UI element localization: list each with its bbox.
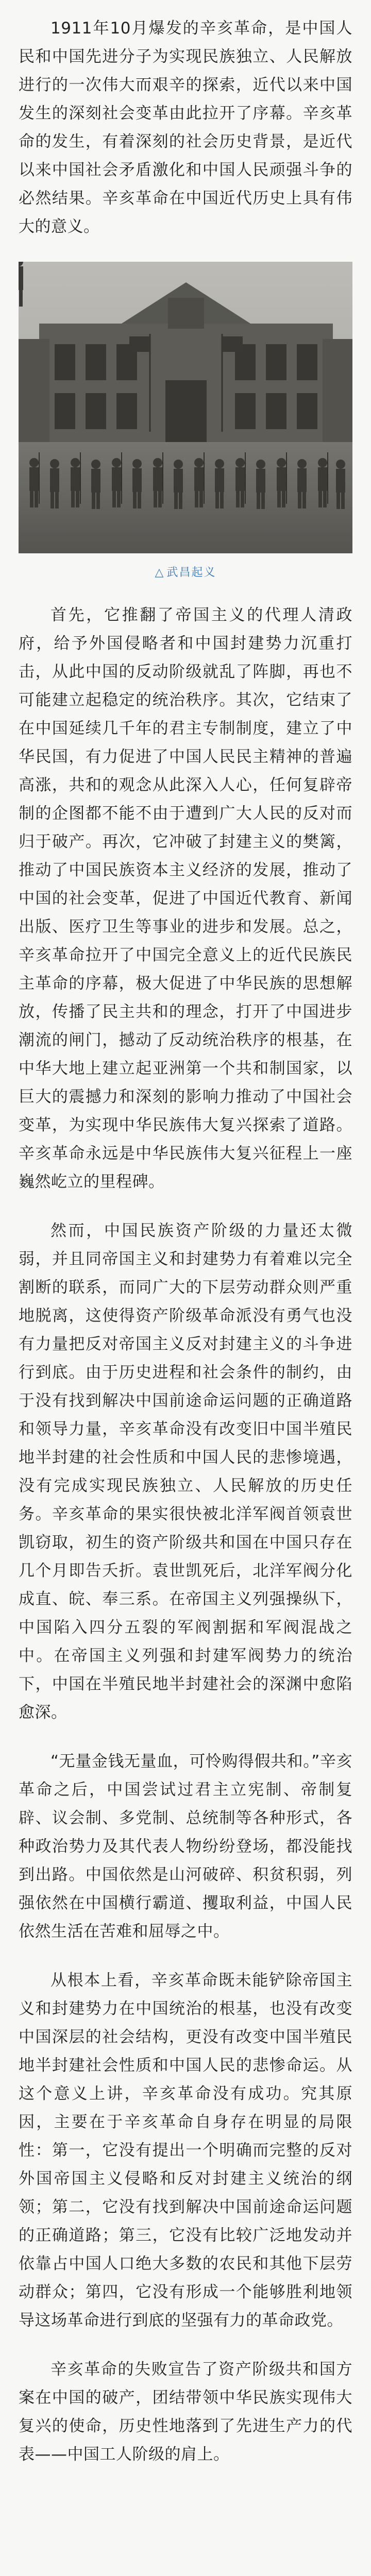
paragraph-significance: 首先，它推翻了帝国主义的代理人清政府，给予外国侵略者和中国封建势力沉重打击，从此中国的反动阶级就乱了阵脚，再也不可能建立起稳定的统治秩序。其次，它结束了在中国延续几千年的君主专制制度，建立了中华民国，有力促进了中国人民民主精神的普遍高涨，共和的观念从此深入人心，任何复辟帝制的企图都不能不由于遭到广大人民的反对而归于破产。再次，它冲破了封建主义的樊篱，推动了中国民族资本主义经济的发展，推动了中国的社会变革，促进了中国近代教育、新闻出版、医疗卫生等事业的进步和发展。总之，辛亥革命拉开了中国完全意义上的近代民族民主革命的序幕，极大促进了中华民族的思想解放，传播了民主共和的理念，打开了中国进步潮流的闸门，撼动了反动统治秩序的根基，在中华大地上建立起亚洲第一个共和制国家，以巨大的震撼力和深刻的影响力推动了中国社会变革，为实现中华民族伟大复兴探索了道路。辛亥革命永远是中华民族伟大复兴征程上一座巍然屹立的里程碑。 bbox=[19, 606, 352, 1191]
paragraph-limitations: 然而，中国民族资产阶级的力量还太微弱，并且同帝国主义和封建势力有着难以完全割断的联系，而同广大的下层劳动群众则严重地脱离，这使得资产阶级革命派没有勇气也没有力量把反对帝国主义反对封建主义的斗争进行到底。由于历史进程和社会条件的制约，由于没有找到解决中国前途命运问题的正确道路和领导力量，辛亥革命没有改变旧中国半殖民地半封建的社会性质和中国人民的悲惨境遇，没有完成实现民族独立、人民解放的历史任务。辛亥革命的果实很快被北洋军阀首领袁世凯窃取，初生的资产阶级共和国在中国只存在几个月即告夭折。袁世凯死后，北洋军阀分化成直、皖、奉三系。在帝国主义列强操纵下，中国陷入四分五裂的军阀割据和军阀混战之中。在帝国主义列强和封建军阀势力的统治下，中国在半殖民地半封建社会的深渊中愈陷愈深。 bbox=[19, 1222, 352, 1722]
paragraph-false-republic: “无量金钱无量血，可怜购得假共和。”辛亥革命之后，中国尝试过君主立宪制、帝制复辟、议会制、多党制、总统制等各种形式，各种政治势力及其代表人物纷纷登场，都没能找到出路。中国依然是山河破碎、积贫积弱，列强依然在中国横行霸道、攫取利益，中国人民依然生活在苦难和屈辱之中。 bbox=[19, 1752, 352, 1941]
paragraph-conclusion: 辛亥革命的失败宣告了资产阶级共和国方案在中国的破产，团结带领中华民族实现伟大复兴的使命，历史性地落到了先进生产力的代表——中国工人阶级的肩上。 bbox=[19, 2360, 352, 2464]
wuchang-uprising-photo bbox=[19, 262, 352, 553]
paragraph-root-causes: 从根本上看，辛亥革命既未能铲除帝国主义和封建势力在中国统治的根基，也没有改变中国深层的社会结构，更没有改变中国半殖民地半封建社会性质和中国人民的悲惨命运。从这个意义上讲，辛亥革命没有成功。究其原因，主要在于辛亥革命自身存在明显的局限性：第一，它没有提出一个明确而完整的反对外国帝国主义侵略和反对封建主义统治的纲领；第二，它没有找到解决中国前途命运问题的正确道路；第三，它没有比较广泛地发动并依靠占中国人口绝大多数的农民和其他下层劳动群众；第四，它没有形成一个能够胜利地领导这场革命进行到底的坚强有力的革命政党。 bbox=[19, 1971, 352, 2330]
paragraph-intro: 1911年10月爆发的辛亥革命，是中国人民和中国先进分子为实现民族独立、人民解放进行的一次伟大而艰辛的探索，近代以来中国发生的深刻社会变革由此拉开了序幕。辛亥革命的发生，有着深刻的社会历史背景，是近代以来中国社会矛盾激化和中国人民顽强斗争的必然结果。辛亥革命在中国近代历史上具有伟大的意义。 bbox=[19, 19, 352, 236]
triangle-icon: △ bbox=[155, 566, 165, 579]
photo-caption-text: 武昌起义 bbox=[166, 566, 216, 579]
photo-caption bbox=[19, 564, 352, 580]
